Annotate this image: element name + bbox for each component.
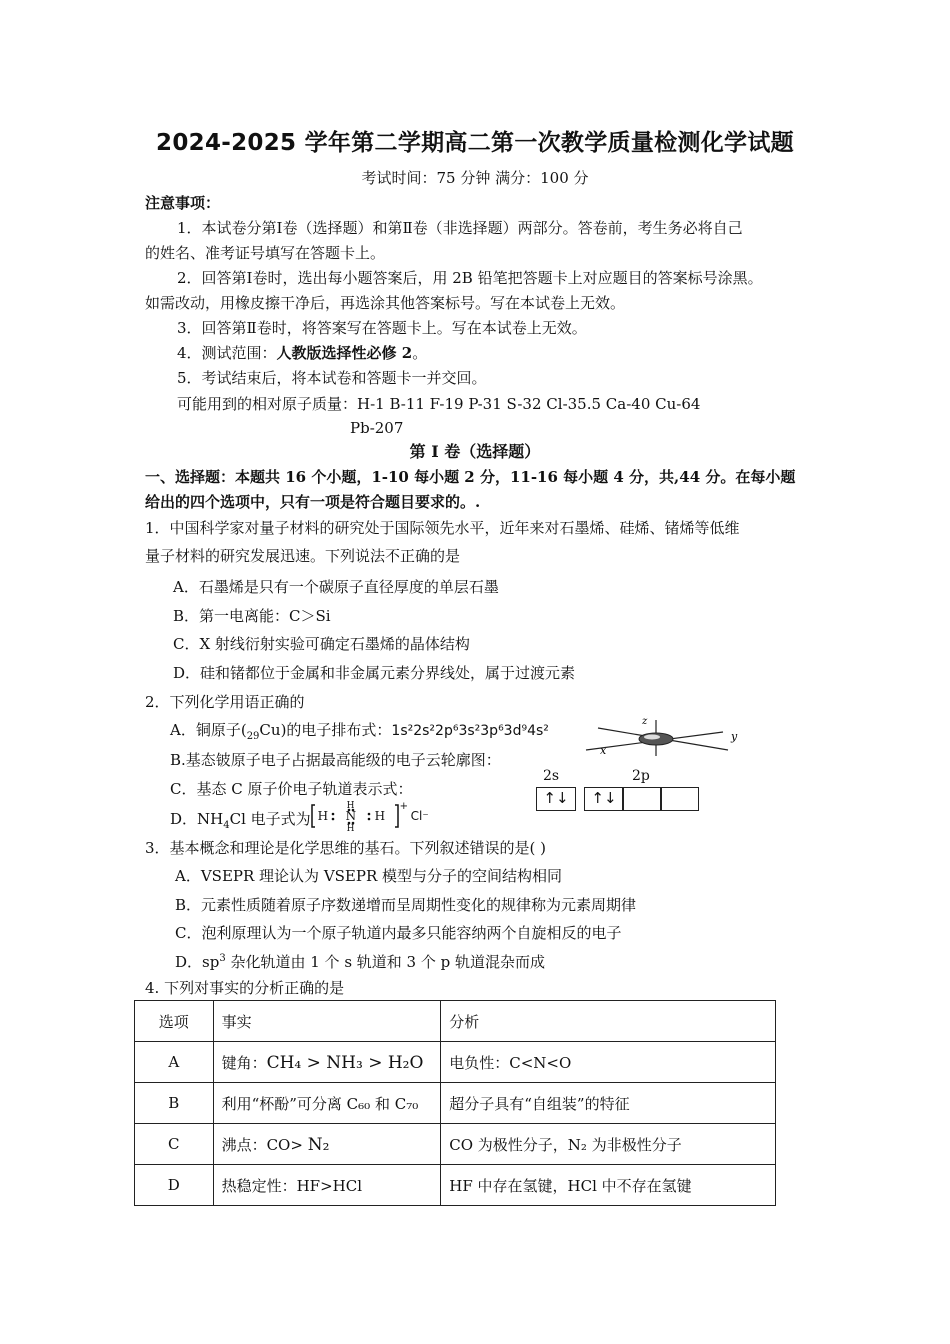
row-fact (213, 1042, 441, 1083)
lewis-h-top: H (346, 801, 355, 811)
table-header-row (135, 1001, 776, 1042)
orbital-2p-box-1: ↑↓ (584, 787, 624, 811)
note-4 (177, 343, 427, 363)
table-row (135, 1042, 776, 1083)
row-option: A (135, 1042, 214, 1083)
q2-option-c: C．基态 C 原子价电子轨道表示式： (170, 780, 413, 798)
orbital-2s-label: 2s (543, 768, 560, 784)
row-option: C (135, 1124, 214, 1165)
table-row (135, 1124, 776, 1165)
q2-a-atomic-number: 29 (246, 731, 260, 742)
q1-stem-b: 量子材料的研究发展迅速。下列说法不正确的是 (145, 547, 461, 565)
lewis-structure (311, 801, 451, 834)
q1-stem-a: 1．中国科学家对量子材料的研究处于国际领先水平，近年来对石墨烯、硅烯、锗烯等低维 (145, 519, 740, 537)
row-analysis: HF 中存在氢键，HCl 中不存在氢键 (441, 1165, 776, 1206)
row-fact (213, 1165, 441, 1206)
atomic-masses: 可能用到的相对原子质量：H-1 B-11 F-19 P-31 S-32 Cl-35.5 Ca-40 Cu-64 (177, 395, 701, 413)
lewis-charge: + (399, 801, 409, 812)
axis-z-label: z (642, 716, 648, 727)
axis-y-label: y (731, 730, 738, 743)
row-fact (213, 1083, 441, 1124)
table-row (135, 1083, 776, 1124)
lewis-chloride: Cl⁻ (410, 809, 429, 823)
row-fact (213, 1124, 441, 1165)
s-orbital-cloud-icon (578, 714, 758, 758)
fact-prefix: 沸点：CO> (221, 1135, 308, 1154)
q2-d-prefix: D．NH (170, 810, 224, 828)
header-analysis: 分析 (441, 1001, 776, 1042)
q1-option-b: B．第一电离能：C＞Si (173, 607, 331, 625)
note-4-prefix: 4．测试范围： (177, 344, 277, 362)
row-option: D (135, 1165, 214, 1206)
q4-stem: 4. 下列对事实的分析正确的是 (145, 979, 345, 997)
exam-info: 考试时间：75 分钟 满分：100 分 (361, 169, 589, 187)
section-instructions-a: 一、选择题：本题共 16 个小题，1-10 每小题 2 分，11-16 每小题 4 分，共,44 分。在每小题 (145, 468, 796, 486)
q3-option-b: B．元素性质随着原子序数递增而呈周期性变化的规律称为元素周期律 (175, 896, 637, 914)
fact-formula: N₂ (307, 1134, 330, 1155)
note-1b: 的姓名、准考证号填写在答题卡上。 (145, 244, 386, 262)
note-4-suffix: 。 (412, 344, 428, 362)
orbital-2p-box-2 (622, 787, 662, 811)
q2-a-element: Cu (259, 721, 281, 739)
lewis-n: N (345, 809, 357, 823)
q2-a-mid: )的电子排布式： (280, 721, 392, 739)
section-instructions-b: 给出的四个选项中，只有一项是符合题目要求的。. (145, 493, 481, 511)
notes-heading: 注意事项： (145, 194, 221, 212)
note-2a: 2．回答第Ⅰ卷时，选出每小题答案后，用 2B 铅笔把答题卡上对应题目的答案标号涂黑。 (177, 269, 763, 287)
row-analysis: CO 为极性分子，N₂ 为非极性分子 (441, 1124, 776, 1165)
q3-d-prefix: D．sp (175, 953, 220, 971)
note-5: 5．考试结束后，将本试卷和答题卡一并交回。 (177, 369, 487, 387)
note-2b: 如需改动，用橡皮擦干净后，再选涂其他答案标号。写在本试卷上无效。 (145, 294, 626, 312)
q2-option-a (170, 720, 549, 741)
q1-option-a: A．石墨烯是只有一个碳原子直径厚度的单层石墨 (173, 578, 499, 596)
q3-option-c: C．泡利原理认为一个原子轨道内最多只能容纳两个自旋相反的电子 (175, 924, 622, 942)
fact-formula: CH₄ > NH₃ > H₂O (266, 1052, 424, 1073)
q3-option-d (175, 952, 545, 972)
orbital-2s-box: ↑↓ (536, 787, 576, 811)
q2-stem: 2．下列化学用语正确的 (145, 693, 305, 711)
note-3: 3．回答第Ⅱ卷时，将答案写在答题卡上。写在本试卷上无效。 (177, 319, 587, 337)
row-analysis: 超分子具有“自组装”的特征 (441, 1083, 776, 1124)
q3-stem: 3．基本概念和理论是化学思维的基石。下列叙述错误的是( ) (145, 839, 547, 857)
table-row (135, 1165, 776, 1206)
exam-title: 2024-2025 学年第二学期高二第一次教学质量检测化学试题 (156, 130, 794, 156)
q2-a-prefix: A．铜原子( (170, 721, 247, 739)
note-4-scope: 人教版选择性必修 2 (276, 344, 413, 362)
q2-option-d (170, 801, 451, 834)
header-fact: 事实 (213, 1001, 441, 1042)
axis-x-label: x (600, 744, 607, 757)
row-analysis: 电负性：C<N<O (441, 1042, 776, 1083)
atomic-masses-cont: Pb-207 (350, 419, 404, 437)
q1-option-d: D．硅和锗都位于金属和非金属元素分界线处，属于过渡元素 (173, 664, 576, 682)
q1-option-c: C．X 射线衍射实验可确定石墨烯的晶体结构 (173, 635, 470, 653)
fact-prefix: 键角： (221, 1053, 267, 1072)
q3-d-suffix: 杂化轨道由 1 个 s 轨道和 3 个 p 轨道混杂而成 (225, 953, 546, 971)
orbital-2p-label: 2p (632, 768, 650, 784)
lewis-h-bottom: H (346, 824, 355, 834)
header-option: 选项 (135, 1001, 214, 1042)
q4-table (134, 1000, 776, 1206)
q2-option-b: B.基态铍原子电子占据最高能级的电子云轮廓图： (170, 751, 501, 769)
q3-option-a: A．VSEPR 理论认为 VSEPR 模型与分子的空间结构相同 (175, 867, 563, 885)
fact-prefix: 利用“杯酚”可分离 C₆₀ 和 C₇₀ (221, 1094, 419, 1113)
lewis-h-left: H (317, 809, 329, 823)
section-title: 第 I 卷（选择题） (409, 442, 541, 461)
q3-d-sup: 3 (219, 953, 226, 964)
fact-prefix: 热稳定性：HF>HCl (221, 1176, 362, 1195)
orbital-2p-box-3 (660, 787, 699, 811)
note-1a: 1．本试卷分第Ⅰ卷（选择题）和第Ⅱ卷（非选择题）两部分。答卷前，考生务必将自己 (177, 219, 743, 237)
q2-d-sub: 4 (223, 820, 230, 831)
q2-a-config: 1s²2s²2p⁶3s²3p⁶3d⁹4s² (391, 723, 549, 739)
row-option: B (135, 1083, 214, 1124)
lewis-h-right: H (374, 809, 386, 823)
q2-d-mid: Cl 电子式为 (229, 810, 311, 828)
